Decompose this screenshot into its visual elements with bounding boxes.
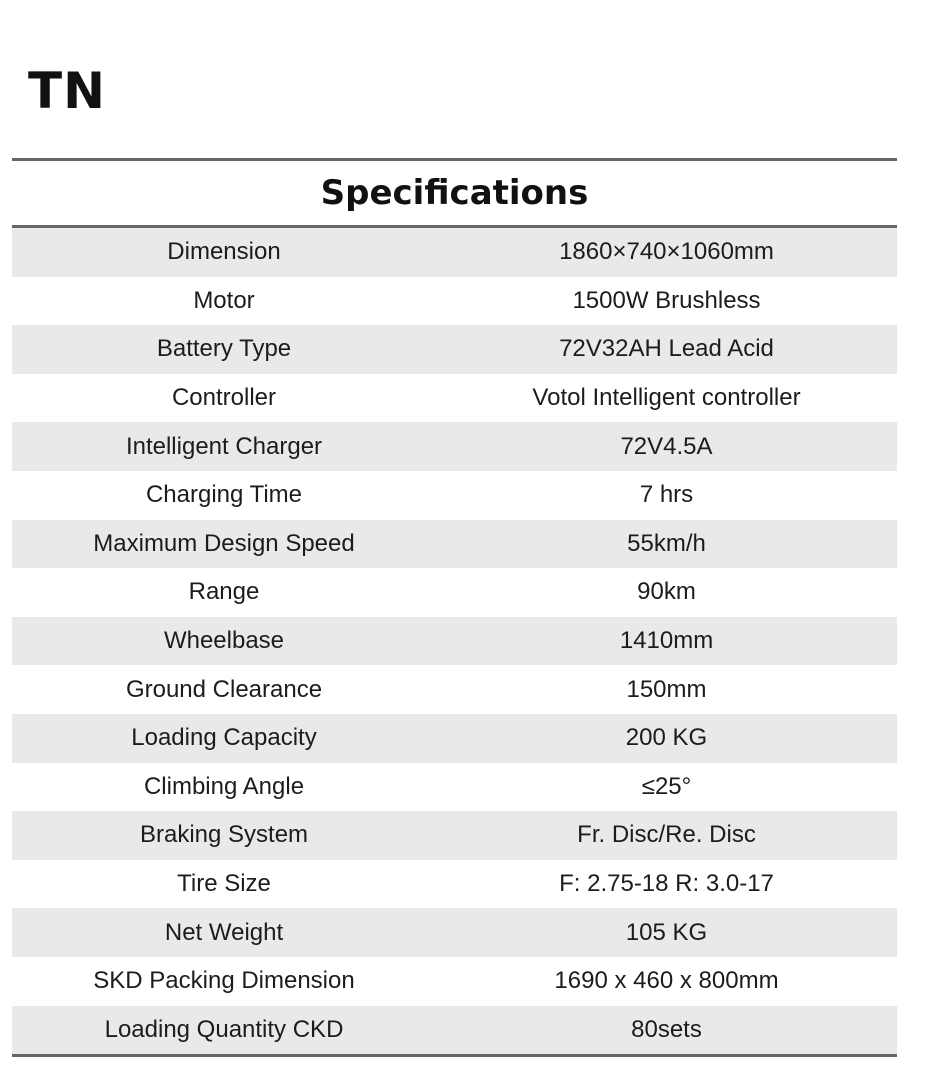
spec-value: 1690 x 460 x 800mm [554,967,779,995]
specifications-rows [12,228,897,1054]
spec-value: 200 KG [625,724,708,752]
spec-value: 105 KG [625,918,708,946]
spec-value: Votol Intelligent controller [532,384,801,412]
table-row [12,957,897,1006]
spec-value: 72V4.5A [620,432,713,460]
table-row [12,665,897,714]
table-row [12,811,897,860]
spec-label: Ground Clearance [125,675,323,703]
table-row [12,520,897,569]
spec-value: 90km [637,578,696,606]
spec-label: Motor [193,286,255,314]
table-row [12,763,897,812]
spec-value: 150mm [626,675,707,703]
table-row [12,422,897,471]
spec-label: Controller [171,384,277,412]
spec-value: 55km/h [627,529,706,557]
spec-label: Charging Time [145,481,303,509]
spec-label: Intelligent Charger [125,432,323,460]
table-row [12,277,897,326]
spec-label: Loading Quantity CKD [104,1015,344,1043]
table-row [12,860,897,909]
spec-value: 1500W Brushless [572,286,761,314]
spec-label: Loading Capacity [131,724,317,752]
table-row [12,1006,897,1055]
table-row [12,374,897,423]
spec-label: Net Weight [164,918,284,946]
spec-value: ≤25° [641,772,692,800]
spec-label: Climbing Angle [143,772,305,800]
table-row [12,228,897,277]
table-row [12,617,897,666]
brand-title: TN [28,62,106,120]
spec-label: Range [188,578,260,606]
spec-value: F: 2.75-18 R: 3.0-17 [559,870,774,898]
table-row [12,471,897,520]
spec-label: Battery Type [156,335,292,363]
spec-label: Wheelbase [163,627,285,655]
spec-value: 72V32AH Lead Acid [559,335,774,363]
table-row [12,908,897,957]
spec-label: Maximum Design Speed [93,529,355,557]
specifications-heading: Specifications [12,161,897,228]
spec-value: 7 hrs [639,481,694,509]
table-row [12,325,897,374]
spec-value: 1860×740×1060mm [559,238,774,266]
table-row [12,714,897,763]
spec-label: SKD Packing Dimension [93,967,355,995]
table-row [12,568,897,617]
spec-label: Tire Size [177,870,271,898]
spec-label: Dimension [167,238,281,266]
specifications-table [12,158,897,1057]
spec-value: 1410mm [619,627,714,655]
spec-label: Braking System [139,821,309,849]
spec-value: Fr. Disc/Re. Disc [577,821,756,849]
spec-value: 80sets [631,1015,702,1043]
